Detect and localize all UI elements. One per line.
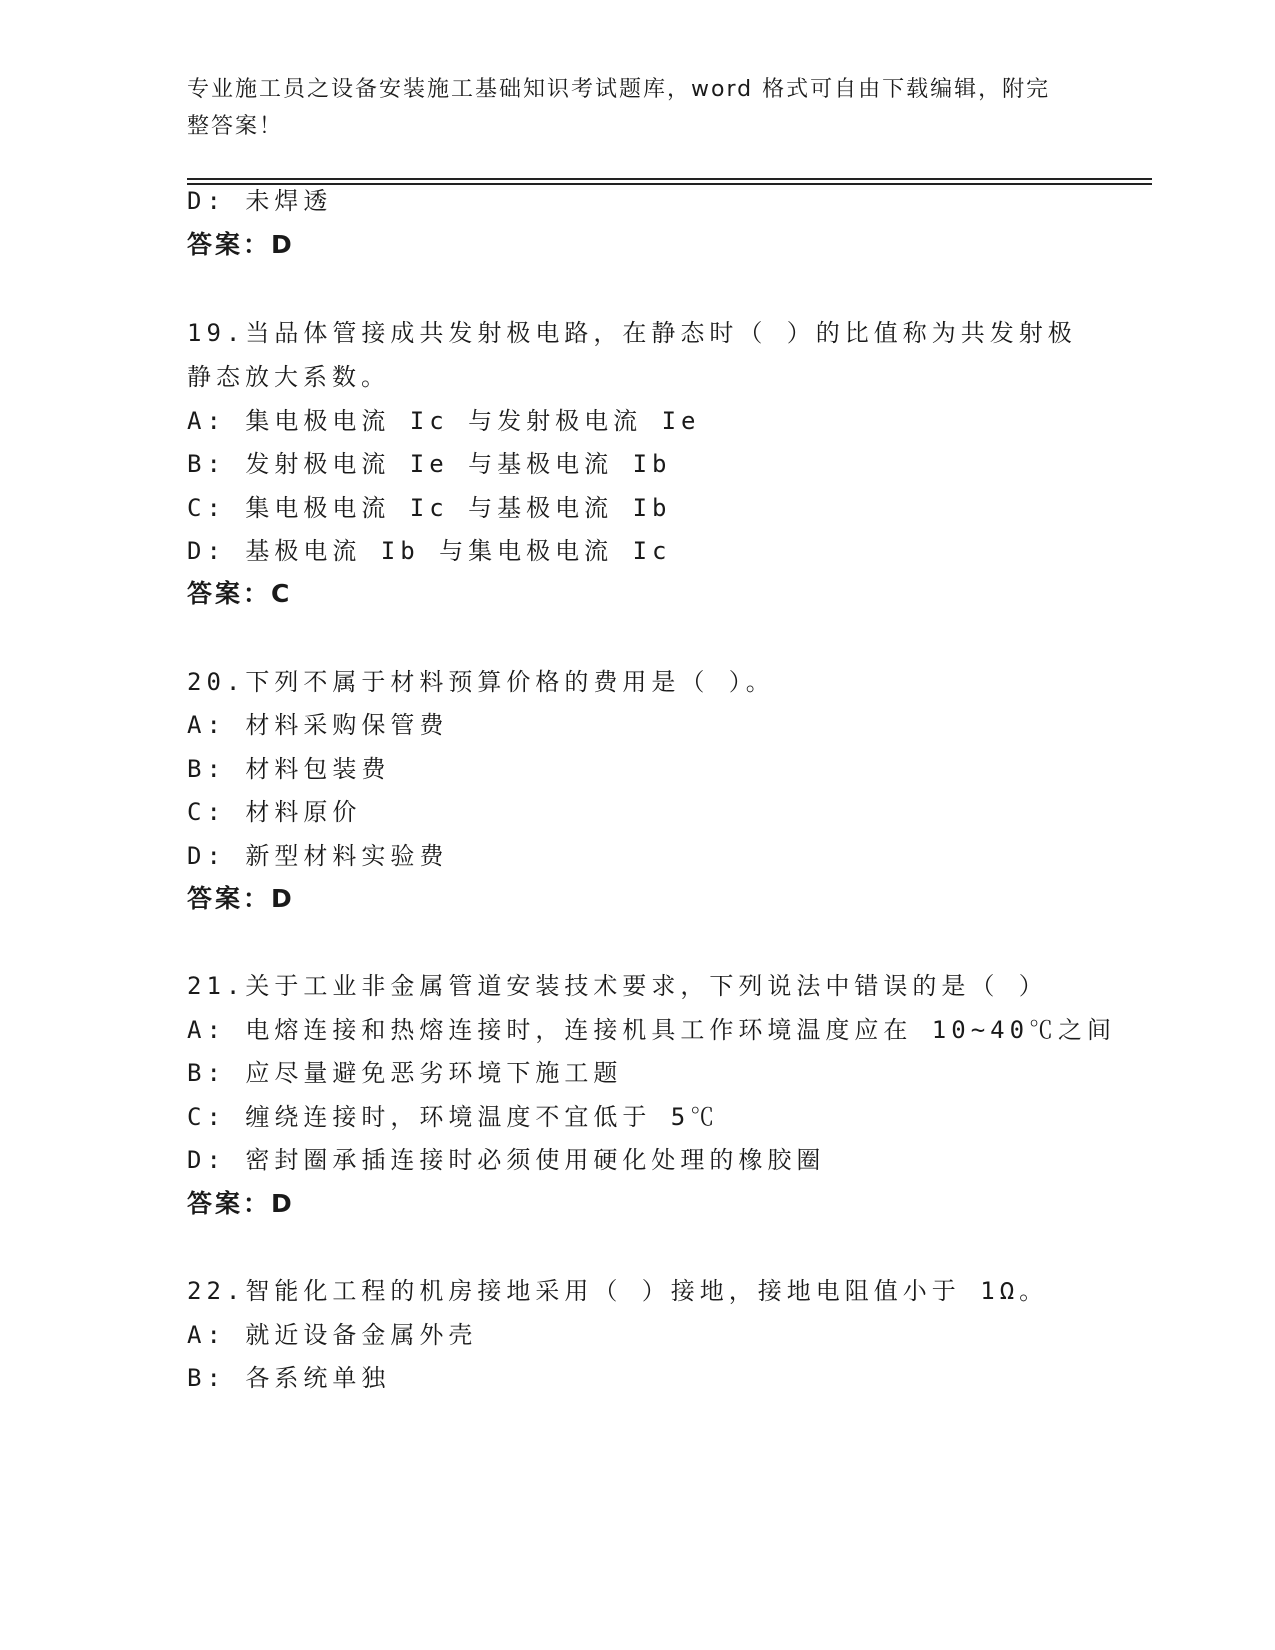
q20-option-b: B: 材料包装费 [187, 755, 391, 783]
q20-stem: 20.下列不属于材料预算价格的费用是（ ）。 [187, 668, 775, 696]
q19-stem-line-2: 静态放大系数。 [187, 363, 390, 391]
q21-answer: 答案：D [187, 1189, 295, 1218]
q19-option-b: B: 发射极电流 Ie 与基极电流 Ib [187, 450, 672, 478]
header-line-2: 整答案！ [187, 114, 284, 139]
q22-stem: 22.智能化工程的机房接地采用（ ）接地，接地电阻值小于 1Ω。 [187, 1277, 1049, 1305]
q20-answer: 答案：D [187, 884, 295, 913]
q19-option-a: A: 集电极电流 Ic 与发射极电流 Ie [187, 407, 701, 435]
q22-option-a: A: 就近设备金属外壳 [187, 1321, 478, 1349]
q21-option-c: C: 缠绕连接时，环境温度不宜低于 5℃ [187, 1103, 720, 1131]
header-line-1: 专业施工员之设备安装施工基础知识考试题库，word 格式可自由下载编辑，附完 [187, 77, 1051, 102]
q20-option-d: D: 新型材料实验费 [187, 842, 449, 870]
q22-option-b: B: 各系统单独 [187, 1364, 391, 1392]
q21-option-a: A: 电熔连接和热熔连接时，连接机具工作环境温度应在 10~40℃之间 [187, 1016, 1117, 1044]
q19-stem-line-1: 19.当品体管接成共发射极电路，在静态时（ ）的比值称为共发射极 [187, 319, 1077, 347]
q21-option-b: B: 应尽量避免恶劣环境下施工题 [187, 1059, 623, 1087]
q19-option-d: D: 基极电流 Ib 与集电极电流 Ic [187, 537, 672, 565]
prev-option-d: D: 未焊透 [187, 187, 333, 215]
q21-stem: 21.关于工业非金属管道安装技术要求，下列说法中错误的是（ ） [187, 972, 1048, 1000]
q20-option-c: C: 材料原价 [187, 798, 362, 826]
q19-option-c: C: 集电极电流 Ic 与基极电流 Ib [187, 494, 672, 522]
q19-answer: 答案：C [187, 579, 293, 608]
prev-answer: 答案：D [187, 230, 295, 259]
q20-option-a: A: 材料采购保管费 [187, 711, 449, 739]
document-header [187, 71, 1067, 145]
q21-option-d: D: 密封圈承插连接时必须使用硬化处理的橡胶圈 [187, 1146, 826, 1174]
header-rule-top [187, 178, 1152, 180]
